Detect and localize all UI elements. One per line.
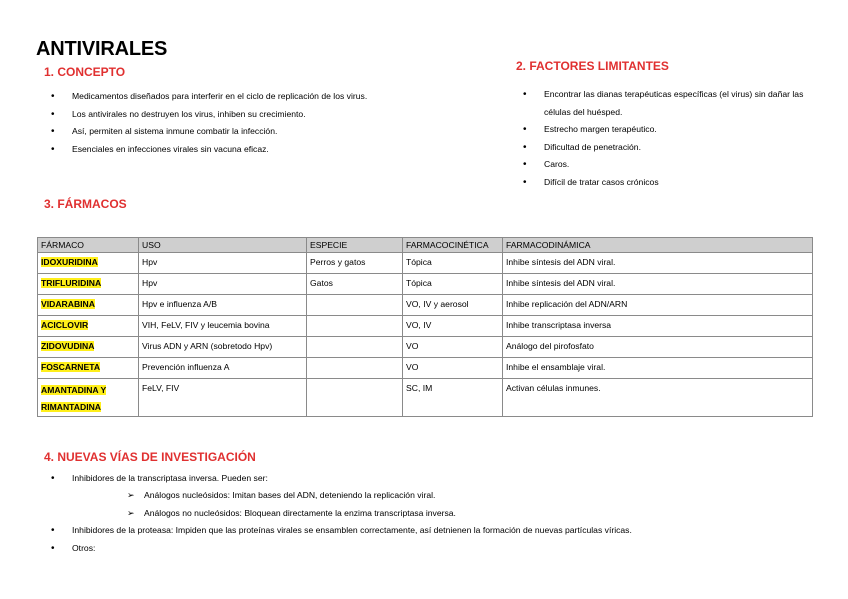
drug-name: ZIDOVUDINA: [41, 341, 95, 351]
sub-list-item: ➢ Análogos no nucleósidos: Bloquean directamente la enzima transcriptasa inversa.: [127, 505, 727, 523]
list-item: • Inhibidores de la proteasa: Impiden que las proteínas virales se ensamblen correctamente, así detnienen la formación de nuevas partículas víricas.: [44, 522, 824, 540]
table-cell: Hpv e influenza A/B: [139, 295, 307, 316]
list-item: • Esenciales en infecciones virales sin vacuna eficaz.: [44, 141, 464, 159]
drug-name: FOSCARNETA: [41, 362, 101, 372]
column-header: FÁRMACO: [38, 238, 139, 253]
table-row: [38, 337, 813, 358]
farmacos-heading: 3. FÁRMACOS: [44, 197, 127, 211]
table-cell: Virus ADN y ARN (sobretodo Hpv): [139, 337, 307, 358]
list-item: • Los antivirales no destruyen los virus, inhiben su crecimiento.: [44, 106, 464, 124]
nuevas-list: [44, 470, 824, 488]
table-row: [38, 379, 813, 417]
drug-cell: [38, 358, 139, 379]
list-item: • Difícil de tratar casos crónicos: [516, 174, 816, 192]
table-cell: SC, IM: [403, 379, 503, 417]
concepto-list: [44, 88, 464, 158]
list-item: • Dificultad de penetración.: [516, 139, 816, 157]
nuevas-list-2: [44, 522, 824, 557]
table-cell: Tópica: [403, 253, 503, 274]
table-cell: Perros y gatos: [307, 253, 403, 274]
table-cell: Inhibe síntesis del ADN viral.: [503, 274, 813, 295]
table-cell: [307, 295, 403, 316]
table-cell: [307, 337, 403, 358]
drug-name: VIDARABINA: [41, 299, 95, 309]
table-cell: [307, 358, 403, 379]
table-cell: Análogo del pirofosfato: [503, 337, 813, 358]
factores-list: [516, 86, 816, 192]
table-cell: VIH, FeLV, FIV y leucemia bovina: [139, 316, 307, 337]
list-item: • Estrecho margen terapéutico.: [516, 121, 816, 139]
drug-name: IDOXURIDINA: [41, 257, 98, 267]
nuevas-sublist: [127, 487, 727, 522]
column-header: ESPECIE: [307, 238, 403, 253]
drug-name: ACICLOVIR: [41, 320, 89, 330]
column-header: FARMACOCINÉTICA: [403, 238, 503, 253]
list-item: • Caros.: [516, 156, 816, 174]
table-cell: FeLV, FIV: [139, 379, 307, 417]
table-cell: Inhibe replicación del ADN/ARN: [503, 295, 813, 316]
drug-cell: [38, 253, 139, 274]
table-cell: Hpv: [139, 274, 307, 295]
table-row: [38, 316, 813, 337]
table-cell: Inhibe transcriptasa inversa: [503, 316, 813, 337]
table-cell: [307, 379, 403, 417]
list-item: • Inhibidores de la transcriptasa inversa. Pueden ser:: [44, 470, 824, 488]
drug-cell: [38, 379, 139, 417]
factores-heading: 2. FACTORES LIMITANTES: [516, 59, 669, 73]
page-title: ANTIVIRALES: [36, 38, 168, 60]
table-row: [38, 295, 813, 316]
table-cell: Prevención influenza A: [139, 358, 307, 379]
drug-cell: [38, 295, 139, 316]
table-row: [38, 358, 813, 379]
table-cell: VO, IV y aerosol: [403, 295, 503, 316]
drug-cell: [38, 274, 139, 295]
table-cell: Inhibe síntesis del ADN viral.: [503, 253, 813, 274]
list-item: • Medicamentos diseñados para interferir en el ciclo de replicación de los virus.: [44, 88, 464, 106]
column-header: USO: [139, 238, 307, 253]
table-cell: Inhibe el ensamblaje viral.: [503, 358, 813, 379]
drug-cell: [38, 316, 139, 337]
table-cell: VO, IV: [403, 316, 503, 337]
list-item: • Otros:: [44, 540, 824, 558]
list-item: • Así, permiten al sistema inmune combatir la infección.: [44, 123, 464, 141]
concepto-heading: 1. CONCEPTO: [44, 65, 126, 79]
table-cell: VO: [403, 358, 503, 379]
sub-list-item: ➢ Análogos nucleósidos: Imitan bases del ADN, deteniendo la replicación viral.: [127, 487, 727, 505]
table-cell: VO: [403, 337, 503, 358]
table-row: [38, 274, 813, 295]
table-cell: Gatos: [307, 274, 403, 295]
farmacos-table: [37, 237, 813, 417]
drug-cell: [38, 337, 139, 358]
drug-name: TRIFLURIDINA: [41, 278, 102, 288]
drug-name: AMANTADINA Y RIMANTADINA: [41, 385, 107, 412]
column-header: FARMACODINÁMICA: [503, 238, 813, 253]
list-item: • Encontrar las dianas terapéuticas específicas (el virus) sin dañar las células del huésped.: [516, 86, 816, 121]
table-header-row: [38, 238, 813, 253]
nuevas-heading: 4. NUEVAS VÍAS DE INVESTIGACIÓN: [44, 450, 256, 464]
table-cell: Activan células inmunes.: [503, 379, 813, 417]
table-cell: Hpv: [139, 253, 307, 274]
table-cell: Tópica: [403, 274, 503, 295]
table-cell: [307, 316, 403, 337]
table-row: [38, 253, 813, 274]
